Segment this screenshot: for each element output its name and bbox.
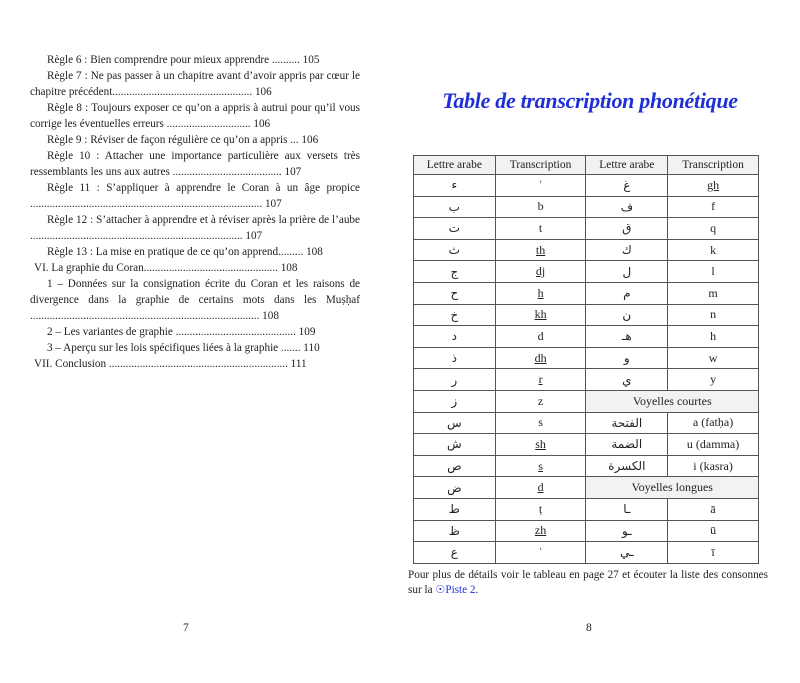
transcription-cell: [495, 412, 586, 434]
transcription-cell: [668, 520, 759, 542]
toc-entry: 1 – Données sur la consignation écrite du Coran et les raisons de divergence dans la graphie de certains mots dans les Muṣḥaf .................................................................................. 108: [30, 278, 360, 322]
footnote-text: Pour plus de détails voir le tableau en page 27 et écouter la liste des consonnes sur la: [408, 569, 768, 596]
arabic-letter-cell-text: خ: [450, 307, 459, 322]
transcription-cell: [668, 304, 759, 326]
arabic-letter-cell: [586, 304, 668, 326]
transcription-cell-text: h: [537, 285, 544, 300]
transcription-cell-text: h: [710, 328, 717, 343]
transcription-table: [413, 155, 759, 564]
arabic-letter-cell: [586, 498, 668, 520]
toc-entry: Règle 9 : Réviser de façon régulière ce qu’on a appris ... 106: [47, 134, 319, 146]
arabic-letter-cell: [586, 282, 668, 304]
footnote: [408, 568, 768, 598]
arabic-letter-cell: [586, 520, 668, 542]
transcription-cell-text: i (kasra): [693, 458, 733, 473]
arabic-letter-cell: [414, 412, 496, 434]
transcription-cell-text: dj: [535, 264, 546, 279]
transcription-cell-text: d: [537, 480, 544, 495]
arabic-letter-cell: [414, 520, 496, 542]
table-row: [414, 520, 759, 542]
arabic-letter-cell: [414, 175, 496, 197]
transcription-cell: [668, 542, 759, 564]
table-row: [414, 347, 759, 369]
page-title: Table de transcription phonétique: [442, 88, 738, 113]
arabic-letter-cell: [414, 390, 496, 412]
table-header-row: [414, 156, 759, 175]
arabic-letter-cell-text: ج: [450, 264, 459, 279]
transcription-cell-text: ī: [711, 544, 715, 559]
arabic-letter-cell: [586, 261, 668, 283]
transcription-cell-text: a (fatḥa): [692, 415, 734, 430]
arabic-letter-cell-text: ز: [451, 394, 458, 409]
toc-entry: Règle 8 : Toujours exposer ce qu’on a appris à autrui pour qu’il vous corrige les éventuelles erreurs .............................. 106: [30, 102, 360, 130]
table-row: [414, 196, 759, 218]
arabic-letter-cell-text: ـو: [621, 523, 632, 538]
arabic-letter-cell: [586, 175, 668, 197]
arabic-letter-cell: [586, 218, 668, 240]
arabic-letter-cell-text: ث: [448, 243, 460, 258]
transcription-cell-text: q: [710, 220, 717, 235]
transcription-cell-text: ʿ: [538, 544, 543, 559]
table-row: [414, 390, 759, 412]
toc-entry: Règle 12 : S’attacher à apprendre et à réviser après la prière de l’aube ............................................................................ 107: [30, 214, 360, 242]
transcription-cell: [495, 390, 586, 412]
arabic-letter-cell-text: د: [451, 329, 457, 344]
table-of-contents: [30, 52, 360, 372]
transcription-cell: [495, 369, 586, 391]
toc-entry: Règle 11 : S’appliquer à apprendre le Coran à un âge propice ................................................................................... 107: [30, 182, 360, 210]
arabic-letter-cell-text: ص: [447, 459, 462, 474]
arabic-letter-cell-text: ل: [622, 264, 632, 279]
transcription-cell: [668, 218, 759, 240]
table-row: [414, 477, 759, 499]
arabic-letter-cell: [414, 542, 496, 564]
transcription-cell-text: b: [537, 199, 544, 214]
arabic-letter-cell-text: ـي: [620, 545, 634, 560]
transcription-cell-text: ā: [710, 501, 716, 516]
arabic-letter-cell-text: الفتحة: [611, 415, 643, 430]
arabic-letter-cell: [586, 369, 668, 391]
transcription-cell: [668, 196, 759, 218]
arabic-letter-cell: [414, 282, 496, 304]
arabic-letter-cell-text: ع: [450, 545, 458, 560]
transcription-cell-text: zh: [534, 523, 547, 538]
page-number-right: 8: [586, 622, 592, 634]
arabic-letter-cell: [586, 412, 668, 434]
arabic-letter-cell: [414, 347, 496, 369]
table-row: [414, 326, 759, 348]
transcription-cell-text: dh: [534, 350, 547, 365]
table-row: [414, 412, 759, 434]
transcription-cell: [668, 261, 759, 283]
table-row: [414, 261, 759, 283]
transcription-cell-text: ū: [710, 523, 717, 538]
arabic-letter-cell-text: الضمة: [611, 437, 643, 452]
transcription-cell-text: y: [710, 372, 717, 387]
transcription-cell: [495, 282, 586, 304]
toc-entry: 3 – Aperçu sur les lois spécifiques liées à la graphie ....... 110: [47, 342, 320, 354]
table-row: [414, 282, 759, 304]
transcription-cell: [495, 347, 586, 369]
arabic-letter-cell-text: ذ: [451, 351, 457, 366]
arabic-letter-cell: [414, 434, 496, 456]
transcription-cell: [668, 498, 759, 520]
arabic-letter-cell-text: ق: [622, 221, 632, 236]
arabic-letter-cell: [414, 498, 496, 520]
arabic-letter-cell-text: ح: [450, 286, 459, 301]
transcription-cell-text: th: [535, 242, 546, 257]
transcription-cell: [495, 304, 586, 326]
audio-track-link[interactable]: ☉Piste 2: [435, 584, 476, 596]
arabic-letter-cell: [586, 455, 668, 477]
table-row: [414, 542, 759, 564]
arabic-letter-cell: [414, 261, 496, 283]
table-row: [414, 239, 759, 261]
arabic-letter-cell: [414, 218, 496, 240]
transcription-cell-text: ʾ: [538, 177, 543, 192]
header-transcription-2: Transcription: [668, 156, 759, 175]
arabic-letter-cell: [586, 196, 668, 218]
toc-entry: VII. Conclusion ................................................................ 111: [34, 358, 307, 370]
toc-entry: 2 – Les variantes de graphie ........................................... 109: [47, 326, 316, 338]
table-row: [414, 175, 759, 197]
arabic-letter-cell-text: ت: [448, 221, 460, 236]
transcription-cell: [495, 196, 586, 218]
transcription-cell: [495, 520, 586, 542]
arabic-letter-cell-text: ظ: [448, 523, 460, 538]
transcription-cell-text: n: [710, 307, 717, 322]
transcription-cell: [495, 239, 586, 261]
transcription-cell-text: w: [708, 350, 718, 365]
transcription-cell-text: t: [538, 220, 543, 235]
toc-entry: Règle 6 : Bien comprendre pour mieux apprendre .......... 105: [47, 54, 320, 66]
transcription-cell-text: sh: [535, 436, 546, 451]
arabic-letter-cell: [586, 347, 668, 369]
arabic-letter-cell-text: ن: [622, 307, 632, 322]
arabic-letter-cell-text: ء: [451, 178, 458, 193]
toc-entry: Règle 10 : Attacher une importance particulière aux versets très ressemblants les uns aux autres ....................................... 107: [30, 150, 360, 178]
arabic-letter-cell-text: ـا: [623, 502, 631, 517]
transcription-cell: [495, 434, 586, 456]
transcription-cell-text: m: [708, 285, 718, 300]
transcription-cell-text: ṭ: [538, 501, 543, 516]
arabic-letter-cell-text: س: [446, 415, 462, 430]
transcription-cell: [495, 542, 586, 564]
transcription-cell-text: r: [538, 372, 543, 387]
arabic-letter-cell-text: هـ: [621, 329, 632, 344]
transcription-cell: [495, 455, 586, 477]
arabic-letter-cell: [414, 239, 496, 261]
toc-entry: VI. La graphie du Coran................................................ 108: [34, 262, 298, 274]
arabic-letter-cell-text: غ: [623, 178, 631, 193]
transcription-cell-text: z: [537, 393, 544, 408]
table-row: [414, 218, 759, 240]
arabic-letter-cell-text: الكسرة: [608, 459, 646, 474]
transcription-cell-text: s: [538, 458, 543, 473]
arabic-letter-cell-text: ف: [620, 199, 634, 214]
vowel-section-header: Voyelles courtes: [586, 390, 759, 412]
vowel-section-header: Voyelles longues: [586, 477, 759, 499]
transcription-cell: [668, 347, 759, 369]
table-row: [414, 304, 759, 326]
arabic-letter-cell: [414, 304, 496, 326]
arabic-letter-cell: [586, 434, 668, 456]
transcription-cell: [668, 326, 759, 348]
header-arabic-2: Lettre arabe: [586, 156, 668, 175]
toc-entry: Règle 7 : Ne pas passer à un chapitre avant d’avoir appris par cœur le chapitre précédent.................................................. 106: [30, 70, 360, 98]
transcription-cell-text: s: [538, 415, 543, 430]
transcription-cell: [495, 498, 586, 520]
transcription-cell-text: u (damma): [686, 436, 740, 451]
table-row: [414, 369, 759, 391]
arabic-letter-cell-text: ط: [448, 502, 460, 517]
arabic-letter-cell-text: ب: [448, 199, 460, 214]
transcription-cell-text: k: [710, 242, 717, 257]
arabic-letter-cell: [414, 455, 496, 477]
transcription-cell: [668, 455, 759, 477]
transcription-cell: [668, 175, 759, 197]
transcription-cell-text: d: [537, 328, 544, 343]
arabic-letter-cell-text: ك: [621, 243, 632, 258]
arabic-letter-cell: [414, 477, 496, 499]
arabic-letter-cell: [414, 369, 496, 391]
arabic-letter-cell: [414, 326, 496, 348]
arabic-letter-cell-text: م: [623, 286, 631, 301]
arabic-letter-cell-text: ض: [447, 480, 462, 495]
transcription-cell: [495, 175, 586, 197]
arabic-letter-cell-text: و: [623, 351, 630, 366]
page-number-left: 7: [183, 622, 189, 634]
transcription-cell-text: kh: [534, 307, 547, 322]
transcription-cell: [668, 282, 759, 304]
transcription-cell-text: f: [711, 199, 716, 214]
transcription-cell: [495, 477, 586, 499]
toc-entry: Règle 13 : La mise en pratique de ce qu’on apprend......... 108: [47, 246, 323, 258]
transcription-cell: [668, 369, 759, 391]
arabic-letter-cell: [586, 326, 668, 348]
arabic-letter-cell: [414, 196, 496, 218]
arabic-letter-cell: [586, 542, 668, 564]
table-row: [414, 434, 759, 456]
table-row: [414, 498, 759, 520]
header-transcription-1: Transcription: [495, 156, 586, 175]
arabic-letter-cell: [586, 239, 668, 261]
transcription-cell: [668, 412, 759, 434]
transcription-cell: [668, 434, 759, 456]
header-arabic-1: Lettre arabe: [414, 156, 496, 175]
transcription-cell: [668, 239, 759, 261]
transcription-cell: [495, 326, 586, 348]
transcription-cell-text: l: [711, 264, 715, 279]
transcription-cell: [495, 261, 586, 283]
arabic-letter-cell-text: ر: [451, 372, 458, 387]
table-row: [414, 455, 759, 477]
arabic-letter-cell-text: ي: [622, 372, 632, 387]
transcription-cell-text: gh: [707, 177, 720, 192]
transcription-cell: [495, 218, 586, 240]
footnote-end: .: [475, 584, 479, 596]
arabic-letter-cell-text: ش: [446, 437, 462, 452]
